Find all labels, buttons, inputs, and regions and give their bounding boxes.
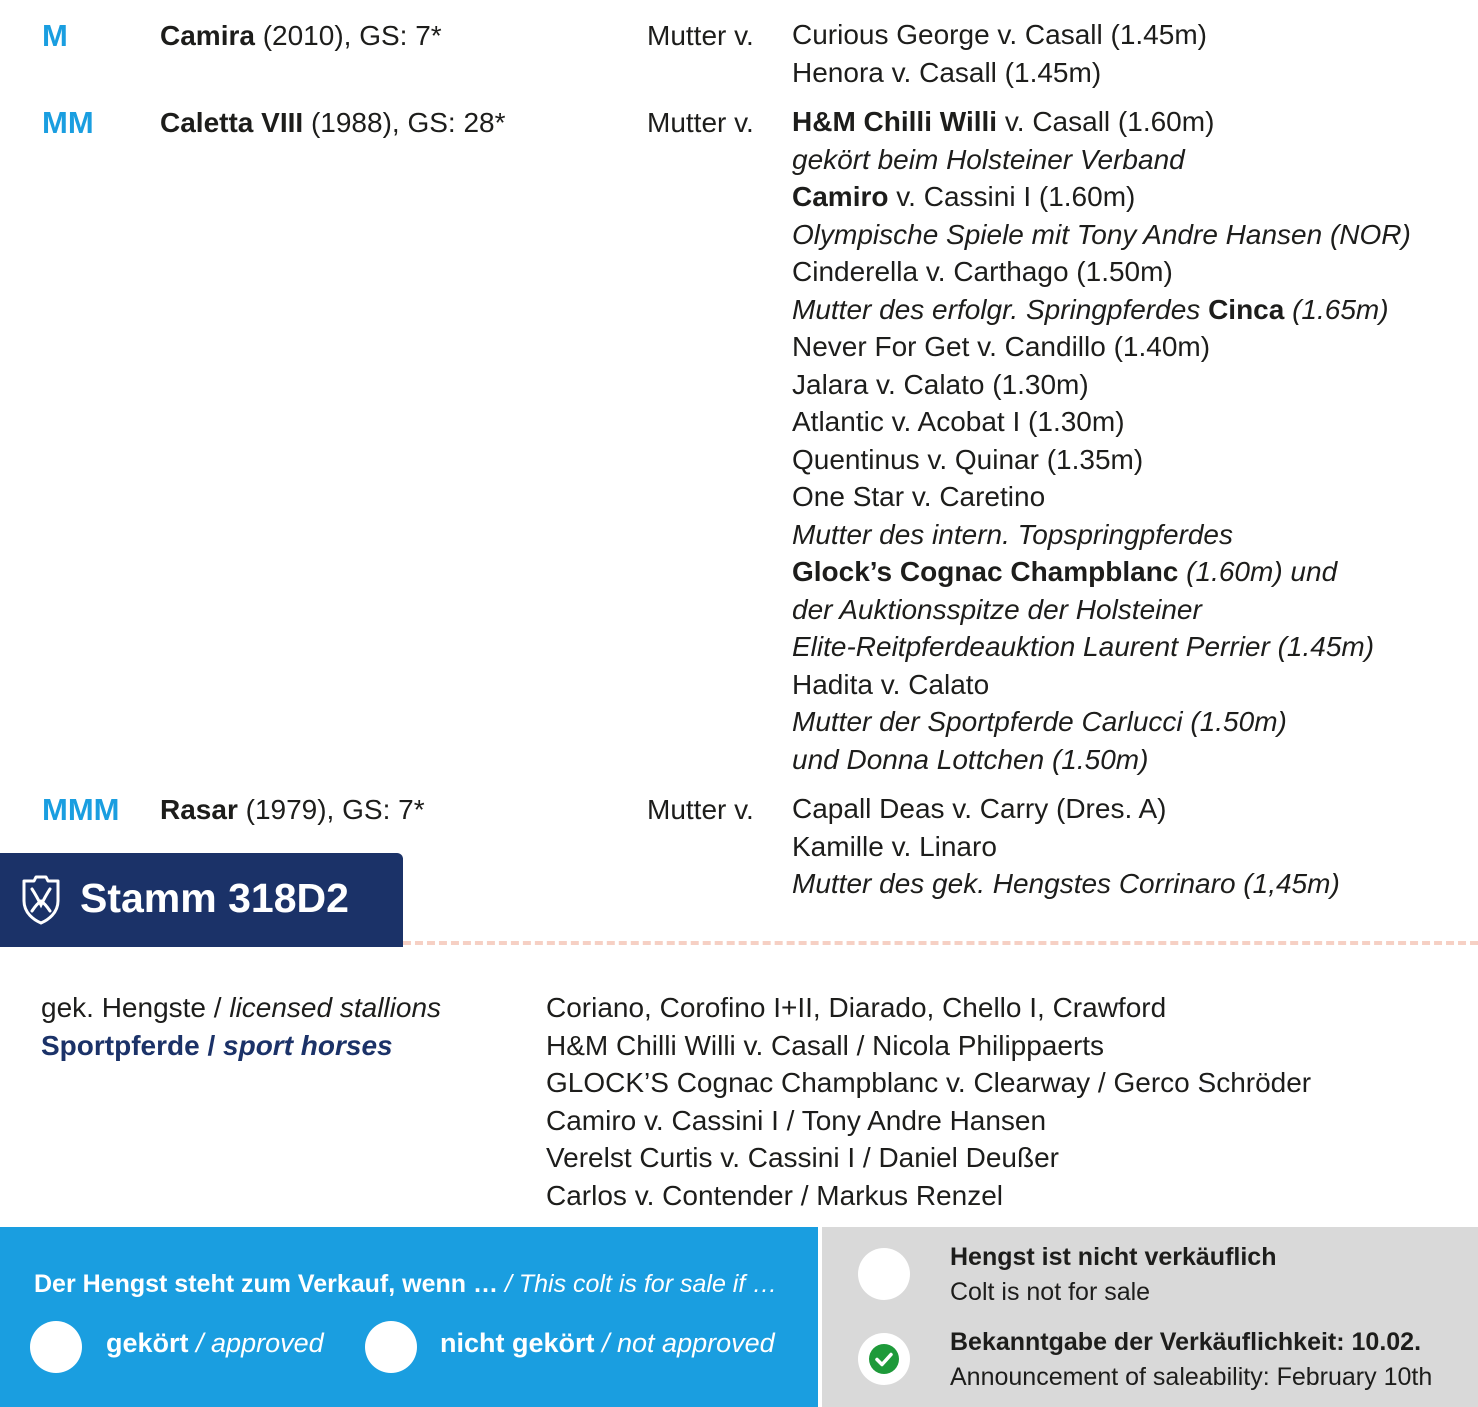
horse-name: H&M Chilli Willi <box>792 106 998 137</box>
licensed-stallions-label <box>41 989 441 1027</box>
offspring-line <box>792 666 1411 704</box>
not-approved-de: nicht gekört <box>440 1328 595 1358</box>
offspring-text: Elite-Reitpferdeauktion Laurent Perrier (1.45m) <box>792 631 1375 662</box>
offspring-list <box>792 103 1411 778</box>
stallion-list <box>546 989 1311 1214</box>
offspring-list <box>792 790 1340 903</box>
offspring-text: Atlantic v. Acobat I (1.30m) <box>792 406 1125 437</box>
horse-name: Cinca <box>1208 293 1285 325</box>
for-sale-heading-de: Der Hengst steht zum Verkauf, wenn … <box>34 1270 498 1298</box>
offspring-line <box>792 328 1411 366</box>
sport-label-separator: / <box>199 1030 224 1061</box>
offspring-text: Olympische Spiele mit Tony Andre Hansen (NOR) <box>792 218 1411 250</box>
dam-details: (2010), GS: 7* <box>254 20 442 51</box>
generation-label: MMM <box>42 792 120 827</box>
offspring-text: Mutter der Sportpferde Carlucci (1.50m) <box>792 706 1287 737</box>
offspring-line <box>792 103 1411 141</box>
offspring-line <box>792 403 1411 441</box>
for-sale-heading-en: / This colt is for sale if … <box>498 1270 778 1298</box>
generation-label: MM <box>42 105 94 140</box>
offspring-line <box>792 54 1207 92</box>
offspring-line <box>792 441 1411 479</box>
offspring-line <box>792 253 1411 291</box>
offspring-text: Never For Get v. Candillo (1.40m) <box>792 331 1211 362</box>
offspring-text: Quentinus v. Quinar (1.35m) <box>792 443 1144 475</box>
list-item: Carlos v. Contender / Markus Renzel <box>546 1179 1003 1211</box>
horse-shield-icon <box>20 875 62 925</box>
not-for-sale-subtitle: Colt is not for sale <box>950 1278 1151 1306</box>
offspring-line <box>792 591 1411 629</box>
offspring-text: (1.65m) <box>1284 293 1389 325</box>
offspring-line <box>792 291 1411 329</box>
list-item: H&M Chilli Willi v. Casall / Nicola Philippaerts <box>546 1029 1105 1061</box>
dam-entry <box>160 794 425 826</box>
offspring-text: Henora v. Casall (1.45m) <box>792 56 1102 88</box>
offspring-text: Jalara v. Calato (1.30m) <box>792 368 1089 400</box>
list-item: Verelst Curtis v. Cassini I / Daniel Deußer <box>546 1142 1059 1173</box>
offspring-line <box>792 16 1207 54</box>
dam-entry <box>160 107 506 139</box>
label-en: licensed stallions <box>229 992 442 1023</box>
offspring-text: Curious George v. Casall (1.45m) <box>792 19 1207 50</box>
announcement-title: Bekanntgabe der Verkäuflichkeit: 10.02. <box>950 1328 1422 1356</box>
offspring-line <box>792 790 1340 828</box>
mutter-label: Mutter v. <box>647 794 754 825</box>
not-for-sale-panel <box>822 1227 1478 1407</box>
offspring-text: Hadita v. Calato <box>792 668 990 700</box>
list-item: Coriano, Corofino I+II, Diarado, Chello I, Crawford <box>546 992 1167 1023</box>
dam-details: (1988), GS: 28* <box>303 107 506 138</box>
announcement-text <box>950 1325 1432 1395</box>
offspring-line <box>792 628 1411 666</box>
offspring-text: Capall Deas v. Carry (Dres. A) <box>792 793 1167 824</box>
not-for-sale-text <box>950 1240 1276 1310</box>
dam-details: (1979), GS: 7* <box>237 794 425 825</box>
mutter-label: Mutter v. <box>647 107 754 138</box>
offspring-text: Mutter des erfolgr. Springpferdes <box>792 293 1209 325</box>
list-item: GLOCK’S Cognac Champblanc v. Clearway / Gerco Schröder <box>546 1067 1312 1098</box>
approved-en: / approved <box>188 1328 324 1358</box>
offspring-line <box>792 366 1411 404</box>
offspring-text: (1.60m) und <box>1178 556 1338 587</box>
divider <box>403 941 1478 945</box>
offspring-text: Kamille v. Linaro <box>792 830 997 862</box>
not-approved-option-label <box>440 1328 775 1359</box>
offspring-line <box>792 516 1411 554</box>
mutter-label: Mutter v. <box>647 20 754 51</box>
offspring-text: Mutter des gek. Hengstes Corrinaro (1,45m) <box>792 868 1340 899</box>
offspring-line <box>792 741 1411 779</box>
for-sale-heading <box>34 1270 777 1299</box>
not-for-sale-checkbox[interactable] <box>858 1248 910 1300</box>
offspring-line <box>792 478 1411 516</box>
offspring-text: gekört beim Holsteiner Verband <box>792 143 1185 175</box>
offspring-text: Mutter des intern. Topspringpferdes <box>792 518 1233 550</box>
not-for-sale-title: Hengst ist nicht verkäuflich <box>950 1243 1277 1271</box>
announcement-subtitle: Announcement of saleability: February 10th <box>950 1363 1433 1391</box>
dam-name: Camira <box>160 20 255 51</box>
generation-label: M <box>42 18 68 53</box>
offspring-text: v. Casall (1.60m) <box>997 106 1215 137</box>
sport-label-de: Sportpferde <box>41 1030 200 1061</box>
offspring-text: der Auktionsspitze der Holsteiner <box>792 593 1202 625</box>
announcement-checkbox[interactable] <box>858 1333 910 1385</box>
sport-label-en: sport horses <box>223 1030 393 1061</box>
stamm-banner <box>0 853 403 947</box>
offspring-line <box>792 865 1340 903</box>
approved-de: gekört <box>106 1328 189 1358</box>
for-sale-panel <box>0 1227 818 1407</box>
offspring-text: Cinderella v. Carthago (1.50m) <box>792 256 1173 287</box>
check-circle-icon <box>858 1333 910 1385</box>
offspring-line <box>792 216 1411 254</box>
offspring-text: v. Cassini I (1.60m) <box>888 181 1136 212</box>
stamm-title: Stamm 318D2 <box>80 875 349 921</box>
dam-entry <box>160 20 442 52</box>
check-circle-bg <box>869 1344 899 1374</box>
offspring-list <box>792 16 1207 91</box>
label-de: gek. Hengste <box>41 992 206 1023</box>
not-approved-en: / not approved <box>594 1328 775 1358</box>
horse-name: Camiro <box>792 181 889 212</box>
dam-name: Rasar <box>160 794 238 825</box>
offspring-line <box>792 178 1411 216</box>
label-separator: / <box>206 992 230 1023</box>
sport-horses-label <box>41 1027 441 1065</box>
offspring-text: und Donna Lottchen (1.50m) <box>792 743 1149 775</box>
dam-name: Caletta VIII <box>160 107 304 138</box>
not-approved-checkbox[interactable] <box>365 1321 417 1373</box>
stallion-labels <box>41 989 441 1065</box>
list-item: Camiro v. Cassini I / Tony Andre Hansen <box>546 1104 1047 1136</box>
offspring-line <box>792 703 1411 741</box>
horse-name: Glock’s Cognac Champblanc <box>792 556 1179 587</box>
offspring-line <box>792 553 1411 591</box>
approved-option-label <box>106 1328 324 1359</box>
offspring-line <box>792 141 1411 179</box>
approved-checkbox[interactable] <box>30 1321 82 1373</box>
offspring-text: One Star v. Caretino <box>792 481 1046 512</box>
offspring-line <box>792 828 1340 866</box>
